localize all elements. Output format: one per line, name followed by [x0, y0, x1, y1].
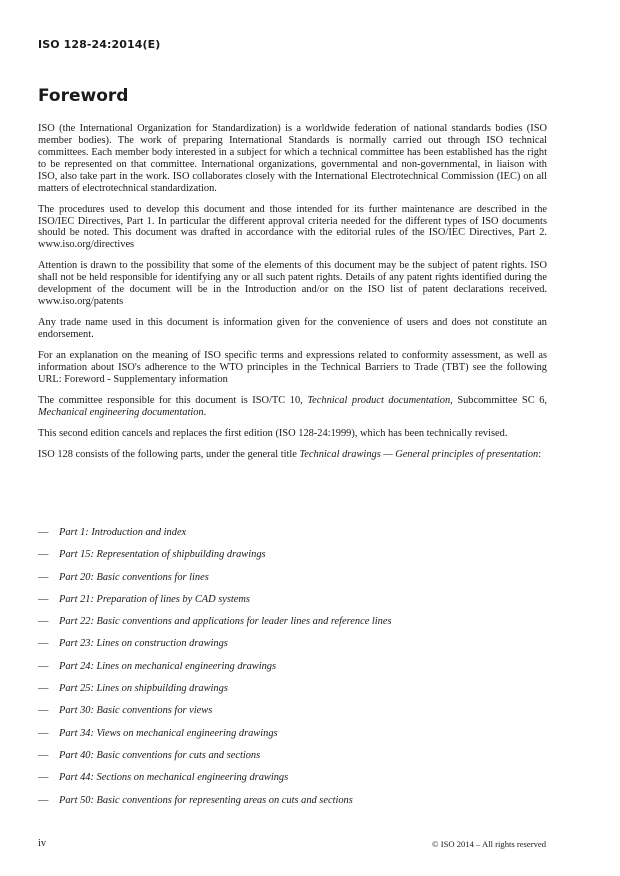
part-title: Part 44: Sections on mechanical engineering drawings — [59, 772, 289, 784]
list-dash: — — [38, 705, 49, 717]
foreword-body — [38, 123, 547, 470]
list-dash: — — [38, 749, 49, 761]
list-item — [38, 728, 547, 750]
list-dash: — — [38, 772, 49, 784]
paragraph-edition: This second edition cancels and replaces the first edition (ISO 128-24:1999), which has been technically revised. — [38, 428, 508, 440]
list-dash: — — [38, 527, 49, 538]
paragraph-conformity: For an explanation on the meaning of ISO specific terms and expressions related to conformity assessment, as well as information about ISO's adherence to the WTO principles in the Technical Barriers to Trade (TBT) see the following URL: Foreword - Supplementary information — [38, 350, 547, 386]
committee-text-mid: , Subcommittee SC 6, — [450, 395, 547, 407]
part-title: Part 24: Lines on mechanical engineering drawings — [59, 660, 277, 672]
committee-tc-title: Technical product documentation — [307, 395, 451, 407]
parts-general-title: Technical drawings — General principles of presentation — [299, 449, 539, 461]
paragraph-trade-name: Any trade name used in this document is information given for the convenience of users and does not constitute an endorsement. — [38, 317, 547, 341]
list-item — [38, 549, 547, 571]
part-title: Part 15: Representation of shipbuilding drawings — [59, 549, 266, 561]
committee-text-pre: The committee responsible for this document is ISO/TC 10, — [38, 395, 308, 407]
list-dash: — — [38, 794, 49, 806]
page-title: Foreword — [38, 86, 129, 106]
parts-list — [38, 527, 547, 817]
paragraph-iso-intro: ISO (the International Organization for Standardization) is a worldwide federation of national standards bodies (ISO member bodies). The work of preparing International Standards is normally carried out through ISO technical committees. Each member body interested in a subject for which a technical committee has been established has the right to be represented on that committee. International organizations, governmental and non-governmental, in liaison with ISO, also take part in the work. ISO collaborates closely with the International Electrotechnical Commission (IEC) on all matters of electrotechnical standardization. — [38, 123, 547, 194]
part-title: Part 21: Preparation of lines by CAD systems — [59, 593, 250, 605]
page-number: iv — [38, 838, 47, 849]
paragraph-parts-intro — [38, 449, 547, 461]
part-title: Part 22: Basic conventions and applications for leader lines and reference lines — [59, 616, 392, 628]
parts-intro-end: : — [538, 449, 542, 461]
part-title: Part 20: Basic conventions for lines — [59, 571, 209, 583]
list-item — [38, 795, 547, 817]
paragraph-committee — [38, 395, 547, 419]
list-item — [38, 616, 547, 638]
list-item — [38, 572, 547, 594]
list-dash: — — [38, 593, 49, 605]
paragraph-procedures: The procedures used to develop this document and those intended for its further maintenance are described in the ISO/IEC Directives, Part 1. In particular the different approval criteria needed for the different types of ISO documents should be noted. This document was drafted in accordance with the editorial rules of the ISO/IEC Directives, Part 2. www.iso.org/directives — [38, 203, 547, 251]
part-title: Part 34: Views on mechanical engineering drawings — [59, 727, 278, 739]
list-item — [38, 683, 547, 705]
list-item — [38, 750, 547, 772]
document-id: ISO 128-24:2014(E) — [38, 38, 161, 51]
list-item — [38, 705, 547, 727]
list-item — [38, 527, 547, 549]
list-item — [38, 638, 547, 660]
list-item — [38, 772, 547, 794]
list-dash: — — [38, 549, 49, 561]
paragraph-patents: Attention is drawn to the possibility that some of the elements of this document may be the subject of patent rights. ISO shall not be held responsible for identifying any or all such patent rights. Details of any patent rights identified during the development of the document will be in the Introduction and/or on the ISO list of patent declarations received. www.iso.org/patents — [38, 260, 547, 308]
list-dash: — — [38, 616, 49, 628]
part-title: Part 1: Introduction and index — [59, 527, 187, 538]
part-title: Part 23: Lines on construction drawings — [59, 638, 228, 650]
list-dash: — — [38, 638, 49, 650]
part-title: Part 25: Lines on shipbuilding drawings — [59, 683, 228, 695]
part-title: Part 30: Basic conventions for views — [59, 705, 213, 717]
committee-sc-title: Mechanical engineering documentation — [38, 407, 204, 419]
list-dash: — — [38, 660, 49, 672]
list-item — [38, 661, 547, 683]
list-dash: — — [38, 571, 49, 583]
part-title: Part 50: Basic conventions for representing areas on cuts and sections — [59, 794, 353, 806]
parts-intro-pre: ISO 128 consists of the following parts, under the general title — [38, 449, 300, 461]
list-item — [38, 594, 547, 616]
part-title: Part 40: Basic conventions for cuts and sections — [59, 749, 261, 761]
copyright-notice: © ISO 2014 – All rights reserved — [432, 839, 546, 849]
list-dash: — — [38, 727, 49, 739]
list-dash: — — [38, 683, 49, 695]
committee-text-end: . — [203, 407, 207, 419]
